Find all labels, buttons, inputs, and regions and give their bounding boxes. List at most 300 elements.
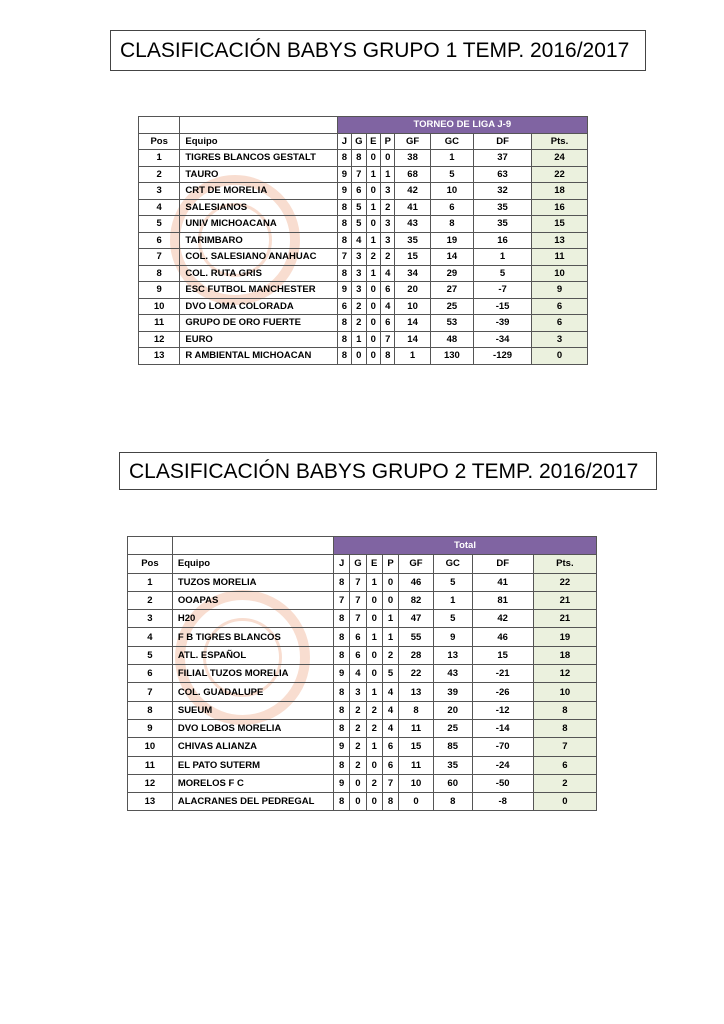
goals-against-cell: 5 — [433, 573, 472, 591]
points-cell: 18 — [533, 646, 596, 664]
empty-header-cell — [180, 117, 337, 134]
goal-difference-cell: 15 — [472, 646, 533, 664]
drawn-cell: 0 — [366, 331, 380, 348]
column-header: Pts. — [532, 133, 588, 150]
drawn-cell: 0 — [366, 793, 382, 811]
points-cell: 22 — [532, 166, 588, 183]
lost-cell: 5 — [382, 665, 398, 683]
table-row — [139, 183, 588, 200]
team-name-cell: MORELOS F C — [172, 774, 333, 792]
goals-against-cell: 5 — [430, 166, 473, 183]
drawn-cell: 1 — [366, 199, 380, 216]
goals-against-cell: 35 — [433, 756, 472, 774]
drawn-cell: 0 — [366, 282, 380, 299]
goals-against-cell: 53 — [430, 315, 473, 332]
table-row — [139, 298, 588, 315]
goals-against-cell: 48 — [430, 331, 473, 348]
lost-cell: 1 — [382, 628, 398, 646]
goal-difference-cell: -8 — [472, 793, 533, 811]
group2-title: CLASIFICACIÓN BABYS GRUPO 2 TEMP. 2016/2017 — [119, 452, 657, 490]
goals-against-cell: 10 — [430, 183, 473, 200]
lost-cell: 1 — [381, 166, 395, 183]
won-cell: 3 — [350, 683, 366, 701]
column-header-row — [139, 133, 588, 150]
won-cell: 4 — [352, 232, 366, 249]
played-cell: 9 — [333, 774, 349, 792]
goals-for-cell: 8 — [399, 701, 434, 719]
won-cell: 5 — [352, 199, 366, 216]
band-label: Total — [333, 537, 596, 555]
team-name-cell: OOAPAS — [172, 591, 333, 609]
column-header: J — [333, 555, 349, 573]
team-name-cell: TAURO — [180, 166, 337, 183]
position-cell: 1 — [128, 573, 173, 591]
goal-difference-cell: -12 — [472, 701, 533, 719]
goals-for-cell: 15 — [399, 738, 434, 756]
position-cell: 8 — [139, 265, 180, 282]
lost-cell: 0 — [382, 591, 398, 609]
position-cell: 3 — [139, 183, 180, 200]
position-cell: 3 — [128, 610, 173, 628]
lost-cell: 6 — [382, 738, 398, 756]
drawn-cell: 2 — [366, 249, 380, 266]
position-cell: 11 — [128, 756, 173, 774]
position-cell: 13 — [139, 348, 180, 365]
goals-against-cell: 5 — [433, 610, 472, 628]
drawn-cell: 1 — [366, 683, 382, 701]
table-row — [128, 774, 597, 792]
goals-against-cell: 14 — [430, 249, 473, 266]
team-name-cell: COL. SALESIANO ANAHUAC — [180, 249, 337, 266]
points-cell: 6 — [532, 298, 588, 315]
table-row — [139, 315, 588, 332]
column-header: GF — [395, 133, 430, 150]
won-cell: 2 — [350, 756, 366, 774]
position-cell: 11 — [139, 315, 180, 332]
played-cell: 8 — [333, 719, 349, 737]
group1-title: CLASIFICACIÓN BABYS GRUPO 1 TEMP. 2016/2017 — [110, 30, 646, 71]
position-cell: 7 — [128, 683, 173, 701]
points-cell: 7 — [533, 738, 596, 756]
drawn-cell: 1 — [366, 738, 382, 756]
team-name-cell: TIGRES BLANCOS GESTALT — [180, 150, 337, 167]
goal-difference-cell: 42 — [472, 610, 533, 628]
points-cell: 21 — [533, 610, 596, 628]
table-row — [128, 793, 597, 811]
goals-for-cell: 55 — [399, 628, 434, 646]
team-name-cell: F B TIGRES BLANCOS — [172, 628, 333, 646]
column-header-row — [128, 555, 597, 573]
points-cell: 10 — [533, 683, 596, 701]
lost-cell: 0 — [382, 573, 398, 591]
position-cell: 4 — [139, 199, 180, 216]
won-cell: 7 — [352, 166, 366, 183]
goals-against-cell: 13 — [433, 646, 472, 664]
goals-against-cell: 43 — [433, 665, 472, 683]
lost-cell: 8 — [381, 348, 395, 365]
team-name-cell: TUZOS MORELIA — [172, 573, 333, 591]
position-cell: 8 — [128, 701, 173, 719]
goals-against-cell: 19 — [430, 232, 473, 249]
points-cell: 10 — [532, 265, 588, 282]
lost-cell: 4 — [382, 719, 398, 737]
goals-for-cell: 35 — [395, 232, 430, 249]
goal-difference-cell: -50 — [472, 774, 533, 792]
won-cell: 4 — [350, 665, 366, 683]
goal-difference-cell: -39 — [474, 315, 532, 332]
drawn-cell: 0 — [366, 216, 380, 233]
drawn-cell: 0 — [366, 665, 382, 683]
table-row — [128, 701, 597, 719]
goal-difference-cell: -14 — [472, 719, 533, 737]
points-cell: 0 — [533, 793, 596, 811]
goals-for-cell: 13 — [399, 683, 434, 701]
team-name-cell: H20 — [172, 610, 333, 628]
table-band-row — [128, 537, 597, 555]
table-row — [139, 199, 588, 216]
won-cell: 8 — [352, 150, 366, 167]
won-cell: 5 — [352, 216, 366, 233]
goals-for-cell: 14 — [395, 315, 430, 332]
group2-standings-table — [127, 536, 597, 811]
lost-cell: 3 — [381, 183, 395, 200]
goal-difference-cell: -24 — [472, 756, 533, 774]
position-cell: 2 — [128, 591, 173, 609]
group1-standings-table — [138, 116, 588, 365]
won-cell: 7 — [350, 591, 366, 609]
lost-cell: 0 — [381, 150, 395, 167]
empty-header-cell — [172, 537, 333, 555]
played-cell: 8 — [333, 628, 349, 646]
lost-cell: 4 — [382, 701, 398, 719]
table-row — [139, 331, 588, 348]
goals-for-cell: 47 — [399, 610, 434, 628]
team-name-cell: EURO — [180, 331, 337, 348]
played-cell: 9 — [337, 282, 351, 299]
position-cell: 6 — [139, 232, 180, 249]
position-cell: 5 — [128, 646, 173, 664]
column-header: Pos — [139, 133, 180, 150]
goals-for-cell: 20 — [395, 282, 430, 299]
points-cell: 12 — [533, 665, 596, 683]
goals-against-cell: 25 — [433, 719, 472, 737]
points-cell: 21 — [533, 591, 596, 609]
team-name-cell: FILIAL TUZOS MORELIA — [172, 665, 333, 683]
goals-for-cell: 0 — [399, 793, 434, 811]
lost-cell: 2 — [381, 249, 395, 266]
column-header: Pos — [128, 555, 173, 573]
team-name-cell: GRUPO DE ORO FUERTE — [180, 315, 337, 332]
points-cell: 2 — [533, 774, 596, 792]
played-cell: 8 — [337, 232, 351, 249]
goal-difference-cell: -15 — [474, 298, 532, 315]
played-cell: 8 — [333, 610, 349, 628]
team-name-cell: ATL. ESPAÑOL — [172, 646, 333, 664]
table-row — [139, 166, 588, 183]
won-cell: 2 — [352, 298, 366, 315]
played-cell: 8 — [333, 573, 349, 591]
drawn-cell: 1 — [366, 166, 380, 183]
goal-difference-cell: 63 — [474, 166, 532, 183]
goals-against-cell: 6 — [430, 199, 473, 216]
lost-cell: 7 — [382, 774, 398, 792]
table-row — [139, 232, 588, 249]
points-cell: 6 — [532, 315, 588, 332]
column-header: GC — [433, 555, 472, 573]
goals-for-cell: 43 — [395, 216, 430, 233]
table-row — [128, 628, 597, 646]
table-row — [128, 610, 597, 628]
table-row — [128, 683, 597, 701]
won-cell: 2 — [350, 738, 366, 756]
points-cell: 8 — [533, 701, 596, 719]
column-header: J — [337, 133, 351, 150]
points-cell: 11 — [532, 249, 588, 266]
played-cell: 8 — [333, 756, 349, 774]
goal-difference-cell: 46 — [472, 628, 533, 646]
goals-for-cell: 22 — [399, 665, 434, 683]
goals-against-cell: 130 — [430, 348, 473, 365]
drawn-cell: 0 — [366, 646, 382, 664]
empty-header-cell — [139, 117, 180, 134]
goals-for-cell: 1 — [395, 348, 430, 365]
column-header: DF — [472, 555, 533, 573]
goals-for-cell: 15 — [395, 249, 430, 266]
position-cell: 7 — [139, 249, 180, 266]
lost-cell: 4 — [381, 265, 395, 282]
position-cell: 2 — [139, 166, 180, 183]
team-name-cell: SUEUM — [172, 701, 333, 719]
drawn-cell: 1 — [366, 573, 382, 591]
won-cell: 0 — [350, 793, 366, 811]
drawn-cell: 0 — [366, 348, 380, 365]
position-cell: 13 — [128, 793, 173, 811]
drawn-cell: 1 — [366, 628, 382, 646]
goal-difference-cell: -70 — [472, 738, 533, 756]
goal-difference-cell: -26 — [472, 683, 533, 701]
goals-against-cell: 1 — [430, 150, 473, 167]
goals-against-cell: 9 — [433, 628, 472, 646]
table-row — [128, 591, 597, 609]
column-header: G — [352, 133, 366, 150]
won-cell: 2 — [352, 315, 366, 332]
played-cell: 8 — [337, 348, 351, 365]
column-header: Equipo — [172, 555, 333, 573]
goals-for-cell: 11 — [399, 756, 434, 774]
won-cell: 3 — [352, 265, 366, 282]
points-cell: 9 — [532, 282, 588, 299]
played-cell: 8 — [333, 701, 349, 719]
played-cell: 9 — [337, 183, 351, 200]
column-header: P — [381, 133, 395, 150]
position-cell: 9 — [128, 719, 173, 737]
lost-cell: 6 — [381, 315, 395, 332]
column-header: Equipo — [180, 133, 337, 150]
goals-for-cell: 34 — [395, 265, 430, 282]
won-cell: 6 — [350, 646, 366, 664]
played-cell: 8 — [337, 265, 351, 282]
lost-cell: 6 — [381, 282, 395, 299]
goal-difference-cell: -34 — [474, 331, 532, 348]
played-cell: 8 — [333, 683, 349, 701]
points-cell: 24 — [532, 150, 588, 167]
table-row — [128, 665, 597, 683]
table-row — [128, 756, 597, 774]
goals-for-cell: 10 — [399, 774, 434, 792]
goals-against-cell: 39 — [433, 683, 472, 701]
goal-difference-cell: 16 — [474, 232, 532, 249]
band-label: TORNEO DE LIGA J-9 — [337, 117, 587, 134]
played-cell: 9 — [333, 738, 349, 756]
goal-difference-cell: 5 — [474, 265, 532, 282]
goals-against-cell: 29 — [430, 265, 473, 282]
goals-against-cell: 27 — [430, 282, 473, 299]
goal-difference-cell: 41 — [472, 573, 533, 591]
table-row — [128, 719, 597, 737]
won-cell: 6 — [352, 183, 366, 200]
won-cell: 3 — [352, 249, 366, 266]
played-cell: 6 — [337, 298, 351, 315]
table-row — [139, 348, 588, 365]
goals-against-cell: 20 — [433, 701, 472, 719]
team-name-cell: TARIMBARO — [180, 232, 337, 249]
won-cell: 1 — [352, 331, 366, 348]
team-name-cell: ESC FUTBOL MANCHESTER — [180, 282, 337, 299]
won-cell: 2 — [350, 701, 366, 719]
goals-for-cell: 42 — [395, 183, 430, 200]
drawn-cell: 0 — [366, 756, 382, 774]
drawn-cell: 2 — [366, 701, 382, 719]
team-name-cell: UNIV MICHOACANA — [180, 216, 337, 233]
team-name-cell: ALACRANES DEL PEDREGAL — [172, 793, 333, 811]
position-cell: 4 — [128, 628, 173, 646]
points-cell: 15 — [532, 216, 588, 233]
table-row — [139, 150, 588, 167]
lost-cell: 6 — [382, 756, 398, 774]
won-cell: 3 — [352, 282, 366, 299]
column-header: DF — [474, 133, 532, 150]
played-cell: 8 — [337, 331, 351, 348]
team-name-cell: CRT DE MORELIA — [180, 183, 337, 200]
column-header: E — [366, 555, 382, 573]
table-row — [139, 265, 588, 282]
won-cell: 0 — [352, 348, 366, 365]
position-cell: 5 — [139, 216, 180, 233]
column-header: P — [382, 555, 398, 573]
lost-cell: 4 — [381, 298, 395, 315]
goal-difference-cell: 1 — [474, 249, 532, 266]
goals-against-cell: 1 — [433, 591, 472, 609]
lost-cell: 3 — [381, 232, 395, 249]
lost-cell: 2 — [382, 646, 398, 664]
played-cell: 8 — [337, 150, 351, 167]
position-cell: 10 — [128, 738, 173, 756]
position-cell: 6 — [128, 665, 173, 683]
column-header: E — [366, 133, 380, 150]
played-cell: 7 — [337, 249, 351, 266]
points-cell: 0 — [532, 348, 588, 365]
goals-for-cell: 68 — [395, 166, 430, 183]
lost-cell: 2 — [381, 199, 395, 216]
goals-against-cell: 25 — [430, 298, 473, 315]
table-band-row — [139, 117, 588, 134]
drawn-cell: 0 — [366, 298, 380, 315]
goal-difference-cell: 32 — [474, 183, 532, 200]
played-cell: 8 — [333, 793, 349, 811]
points-cell: 16 — [532, 199, 588, 216]
team-name-cell: EL PATO SUTERM — [172, 756, 333, 774]
table-row — [139, 216, 588, 233]
team-name-cell: COL. RUTA GRIS — [180, 265, 337, 282]
position-cell: 10 — [139, 298, 180, 315]
won-cell: 0 — [350, 774, 366, 792]
goals-for-cell: 14 — [395, 331, 430, 348]
drawn-cell: 1 — [366, 232, 380, 249]
table-row — [128, 573, 597, 591]
drawn-cell: 2 — [366, 774, 382, 792]
drawn-cell: 0 — [366, 150, 380, 167]
lost-cell: 3 — [381, 216, 395, 233]
team-name-cell: DVO LOMA COLORADA — [180, 298, 337, 315]
goals-against-cell: 85 — [433, 738, 472, 756]
goals-for-cell: 82 — [399, 591, 434, 609]
goal-difference-cell: -7 — [474, 282, 532, 299]
table-row — [128, 646, 597, 664]
points-cell: 19 — [533, 628, 596, 646]
points-cell: 8 — [533, 719, 596, 737]
goal-difference-cell: 37 — [474, 150, 532, 167]
position-cell: 1 — [139, 150, 180, 167]
goal-difference-cell: 81 — [472, 591, 533, 609]
points-cell: 13 — [532, 232, 588, 249]
table-row — [139, 249, 588, 266]
drawn-cell: 2 — [366, 719, 382, 737]
goals-against-cell: 60 — [433, 774, 472, 792]
played-cell: 9 — [337, 166, 351, 183]
goal-difference-cell: -21 — [472, 665, 533, 683]
lost-cell: 4 — [382, 683, 398, 701]
column-header: Pts. — [533, 555, 596, 573]
goals-for-cell: 11 — [399, 719, 434, 737]
goals-for-cell: 28 — [399, 646, 434, 664]
drawn-cell: 1 — [366, 265, 380, 282]
drawn-cell: 0 — [366, 591, 382, 609]
position-cell: 9 — [139, 282, 180, 299]
drawn-cell: 0 — [366, 610, 382, 628]
played-cell: 9 — [333, 665, 349, 683]
column-header: G — [350, 555, 366, 573]
played-cell: 8 — [337, 199, 351, 216]
played-cell: 8 — [337, 315, 351, 332]
played-cell: 8 — [337, 216, 351, 233]
goals-for-cell: 10 — [395, 298, 430, 315]
drawn-cell: 0 — [366, 315, 380, 332]
points-cell: 6 — [533, 756, 596, 774]
played-cell: 7 — [333, 591, 349, 609]
lost-cell: 8 — [382, 793, 398, 811]
team-name-cell: SALESIANOS — [180, 199, 337, 216]
drawn-cell: 0 — [366, 183, 380, 200]
points-cell: 3 — [532, 331, 588, 348]
column-header: GF — [399, 555, 434, 573]
team-name-cell: COL. GUADALUPE — [172, 683, 333, 701]
lost-cell: 7 — [381, 331, 395, 348]
won-cell: 2 — [350, 719, 366, 737]
goal-difference-cell: -129 — [474, 348, 532, 365]
goals-against-cell: 8 — [433, 793, 472, 811]
team-name-cell: DVO LOBOS MORELIA — [172, 719, 333, 737]
points-cell: 18 — [532, 183, 588, 200]
